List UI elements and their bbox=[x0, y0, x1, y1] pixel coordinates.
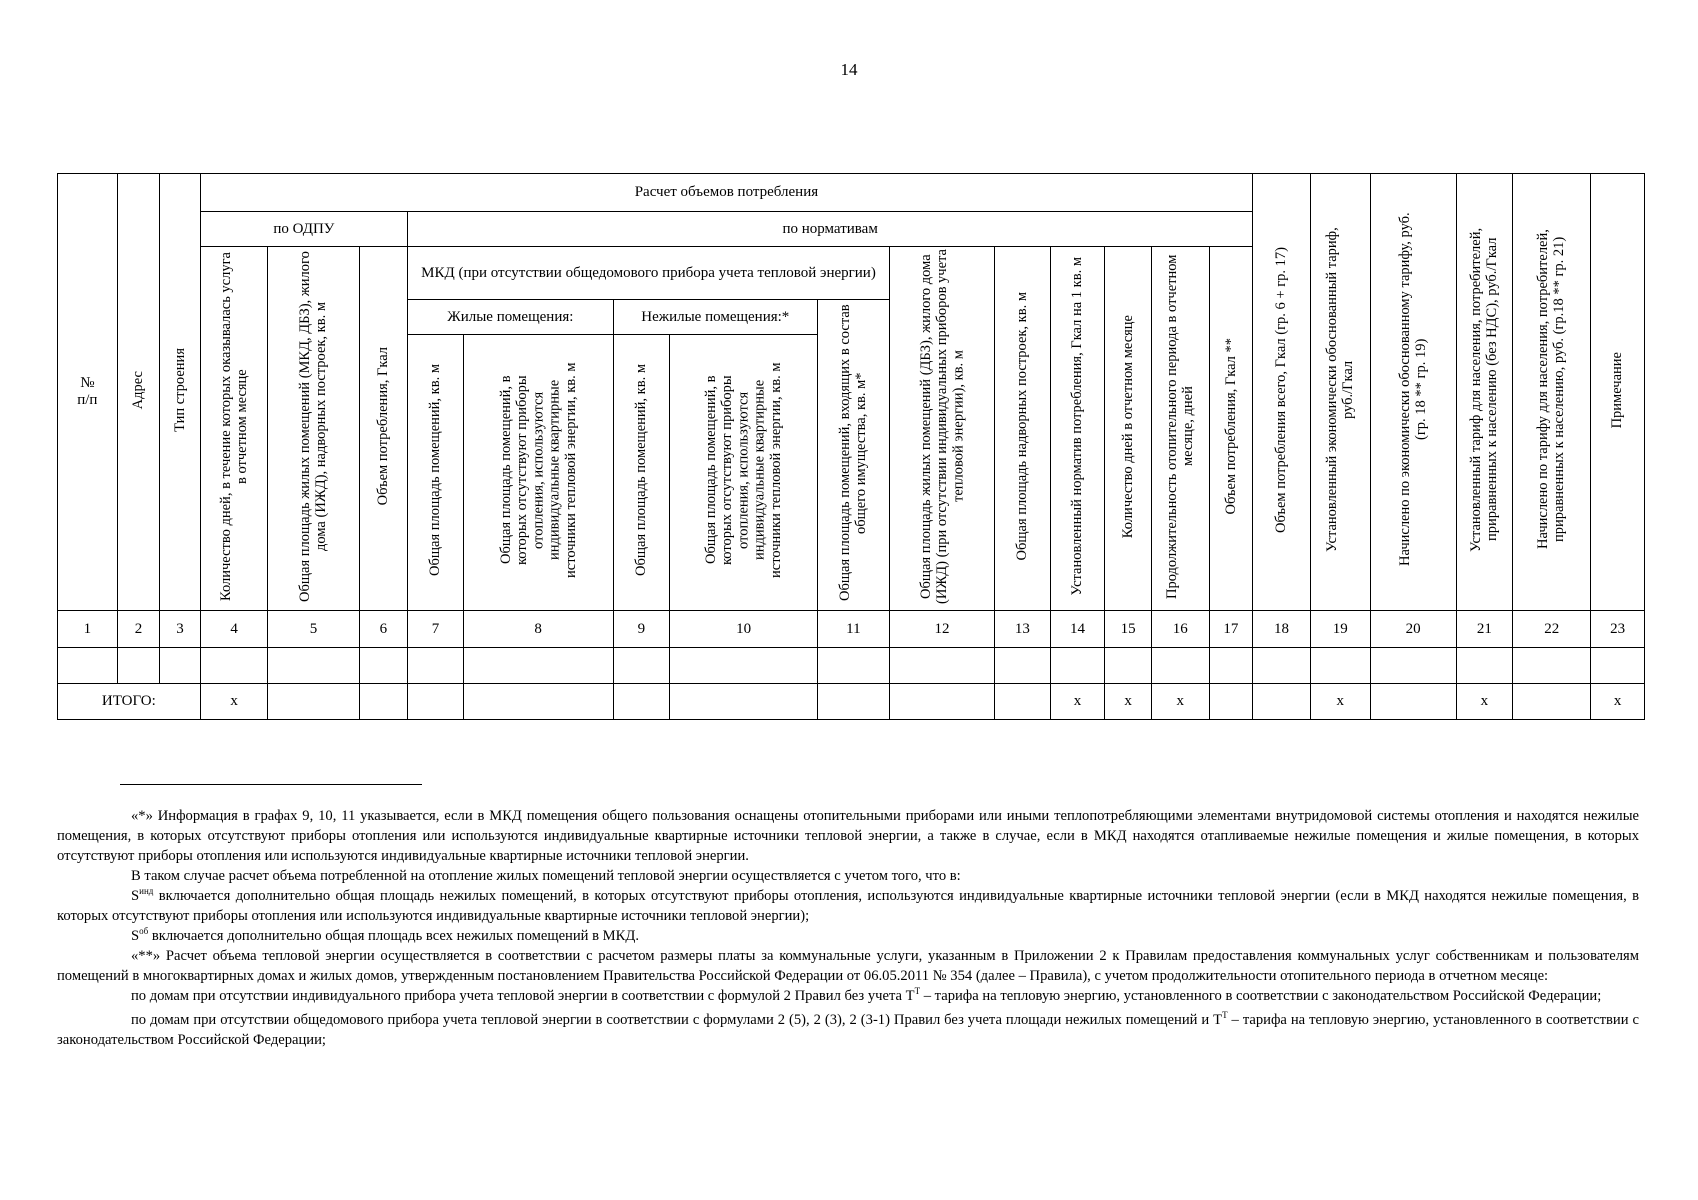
header-res-total-area: Общая площадь помещений, кв. м bbox=[408, 335, 464, 611]
header-volume-odpu: Объем потребления, Гкал bbox=[359, 247, 408, 611]
total-row bbox=[58, 684, 1645, 720]
x-mark: x bbox=[1591, 684, 1645, 720]
header-mkd: МКД (при отсутствии общедомового прибора учета тепловой энергии) bbox=[408, 247, 890, 300]
footnotes bbox=[57, 806, 1639, 1050]
page-number: 14 bbox=[840, 60, 858, 79]
total-label: ИТОГО: bbox=[58, 684, 201, 720]
header-res-no-heaters: Общая площадь помещений, в которых отсутствуют приборы отопления, используются индивидуальные квартирные источники тепловой энергии, кв. м bbox=[463, 335, 613, 611]
column-numbers-row: 1 2 3 4 5 6 7 8 9 10 11 12 13 14 15 16 17 18 19 20 21 22 23 bbox=[58, 611, 1645, 648]
x-mark: x bbox=[1050, 684, 1105, 720]
header-norm: Установленный норматив потребления, Гкал на 1 кв. м bbox=[1050, 247, 1105, 611]
header-days-service: Количество дней, в течение которых оказывалась услуга в отчетном месяце bbox=[200, 247, 268, 611]
x-mark: x bbox=[1151, 684, 1209, 720]
header-area-no-meter: Общая площадь жилых помещений (ДБЗ), жилого дома (ИЖД) (при отсутствии индивидуальных приборов учета тепловой энергии), кв. м bbox=[889, 247, 994, 611]
x-mark: x bbox=[200, 684, 268, 720]
x-mark: x bbox=[1105, 684, 1152, 720]
consumption-table bbox=[57, 173, 1645, 720]
header-tariff-population: Установленный тариф для населения, потребителей, приравненных к населению (без НДС), руб./Гкал bbox=[1456, 174, 1513, 611]
header-odpu: по ОДПУ bbox=[200, 212, 407, 247]
header-residential: Жилые помещения: bbox=[408, 300, 613, 335]
header-nonres-total-area: Общая площадь помещений, кв. м bbox=[613, 335, 670, 611]
header-heating-period: Продолжительность отопительного периода в отчетном месяце, дней bbox=[1151, 247, 1209, 611]
header-common-property: Общая площадь помещений, входящих в состав общего имущества, кв. м* bbox=[817, 300, 889, 611]
footnote-3: $S^{инд}$ включается дополнительно общая площадь нежилых помещений, в которых отсутствуют приборы отопления, используются индивидуальные квартирные источники тепловой энергии (если в МКД находятся нежилые помещения, в которых отсутствуют приборы отопления или используются индивидуальные квартирные источники тепловой энергии); bbox=[57, 886, 1639, 924]
footnote-separator bbox=[120, 784, 422, 785]
x-mark: x bbox=[1456, 684, 1513, 720]
header-volume-total: Объем потребления всего, Гкал (гр. 6 + гр. 17) bbox=[1253, 174, 1311, 611]
footnote-1: «*» Информация в графах 9, 10, 11 указывается, если в МКД помещения общего пользования оснащены отопительными приборами или иными теплопотребляющими элементами внутридомовой системы отопления и находятся нежилые помещения, в которых отсутствуют приборы отопления или используются индивидуальные квартирные источники тепловой энергии, а также в случае, если в МКД находятся отапливаемые нежилые помещения и жилые помещения, в которых отсутствуют приборы отопления или используются индивидуальные квартирные источники тепловой энергии. bbox=[57, 808, 1639, 864]
header-note: Примечание bbox=[1591, 174, 1645, 611]
header-charged-population: Начислено по тарифу для населения, потребителей, приравненных к населению, руб. (гр.18 ** гр. 21) bbox=[1513, 174, 1591, 611]
x-mark: x bbox=[1310, 684, 1370, 720]
header-days-month: Количество дней в отчетном месяце bbox=[1105, 247, 1152, 611]
header-consumption-calc: Расчет объемов потребления bbox=[200, 174, 1253, 212]
header-area-odpu: Общая площадь жилых помещений (МКД, ДБЗ), жилого дома (ИЖД), надворных построек, кв. м bbox=[268, 247, 359, 611]
header-nonres-no-heaters: Общая площадь помещений, в которых отсутствуют приборы отопления, используются индивидуальные квартирные источники тепловой энергии, кв. м bbox=[670, 335, 818, 611]
header-normatives: по нормативам bbox=[408, 212, 1253, 247]
header-outbuildings: Общая площадь надворных построек, кв. м bbox=[995, 247, 1051, 611]
footnote-2: В таком случае расчет объема потребленной на отопление жилых помещений тепловой энергии осуществляется с учетом того, что в: bbox=[131, 868, 961, 884]
footnote-5: «**» Расчет объема тепловой энергии осуществляется в соответствии с расчетом размеры платы за коммунальные услуги, указанным в Приложении 2 к Правилам предоставления коммунальных услуг собственникам и пользователям помещений в многоквартирных домах и жилых домов, утвержденным постановлением Правительства Российской Федерации от 06.05.2011 № 354 (далее – Правила), с учетом продолжительности отопительного периода в отчетном месяце: bbox=[57, 948, 1639, 984]
header-volume-norm: Объем потребления, Гкал ** bbox=[1209, 247, 1253, 611]
footnote-7: по домам при отсутствии общедомового прибора учета тепловой энергии в соответствии с формулами 2 (5), 2 (3), 2 (3-1) Правил без учета площади нежилых помещений и $Т^Т$ – тарифа на тепловую энергию, установленного в соответствии с законодательством Российской Федерации; bbox=[57, 1010, 1639, 1048]
header-no: № п/п bbox=[58, 174, 118, 611]
header-nonresidential: Нежилые помещения:* bbox=[613, 300, 817, 335]
table-row bbox=[58, 648, 1645, 684]
header-address: Адрес bbox=[117, 174, 160, 611]
footnote-6: по домам при отсутствии индивидуального прибора учета тепловой энергии в соответствии с формулой 2 Правил без учета $Т^Т$ – тарифа на тепловую энергию, установленного в соответствии с законодательством Российской Федерации; bbox=[131, 986, 1602, 1004]
header-building-type: Тип строения bbox=[160, 174, 200, 611]
header-tariff-econ: Установленный экономически обоснованный тариф, руб./Гкал bbox=[1310, 174, 1370, 611]
header-charged-econ: Начислено по экономически обоснованному тарифу, руб. (гр. 18 ** гр. 19) bbox=[1370, 174, 1456, 611]
footnote-4: $S^{об}$ включается дополнительно общая площадь всех нежилых помещений в МКД. bbox=[131, 926, 639, 944]
